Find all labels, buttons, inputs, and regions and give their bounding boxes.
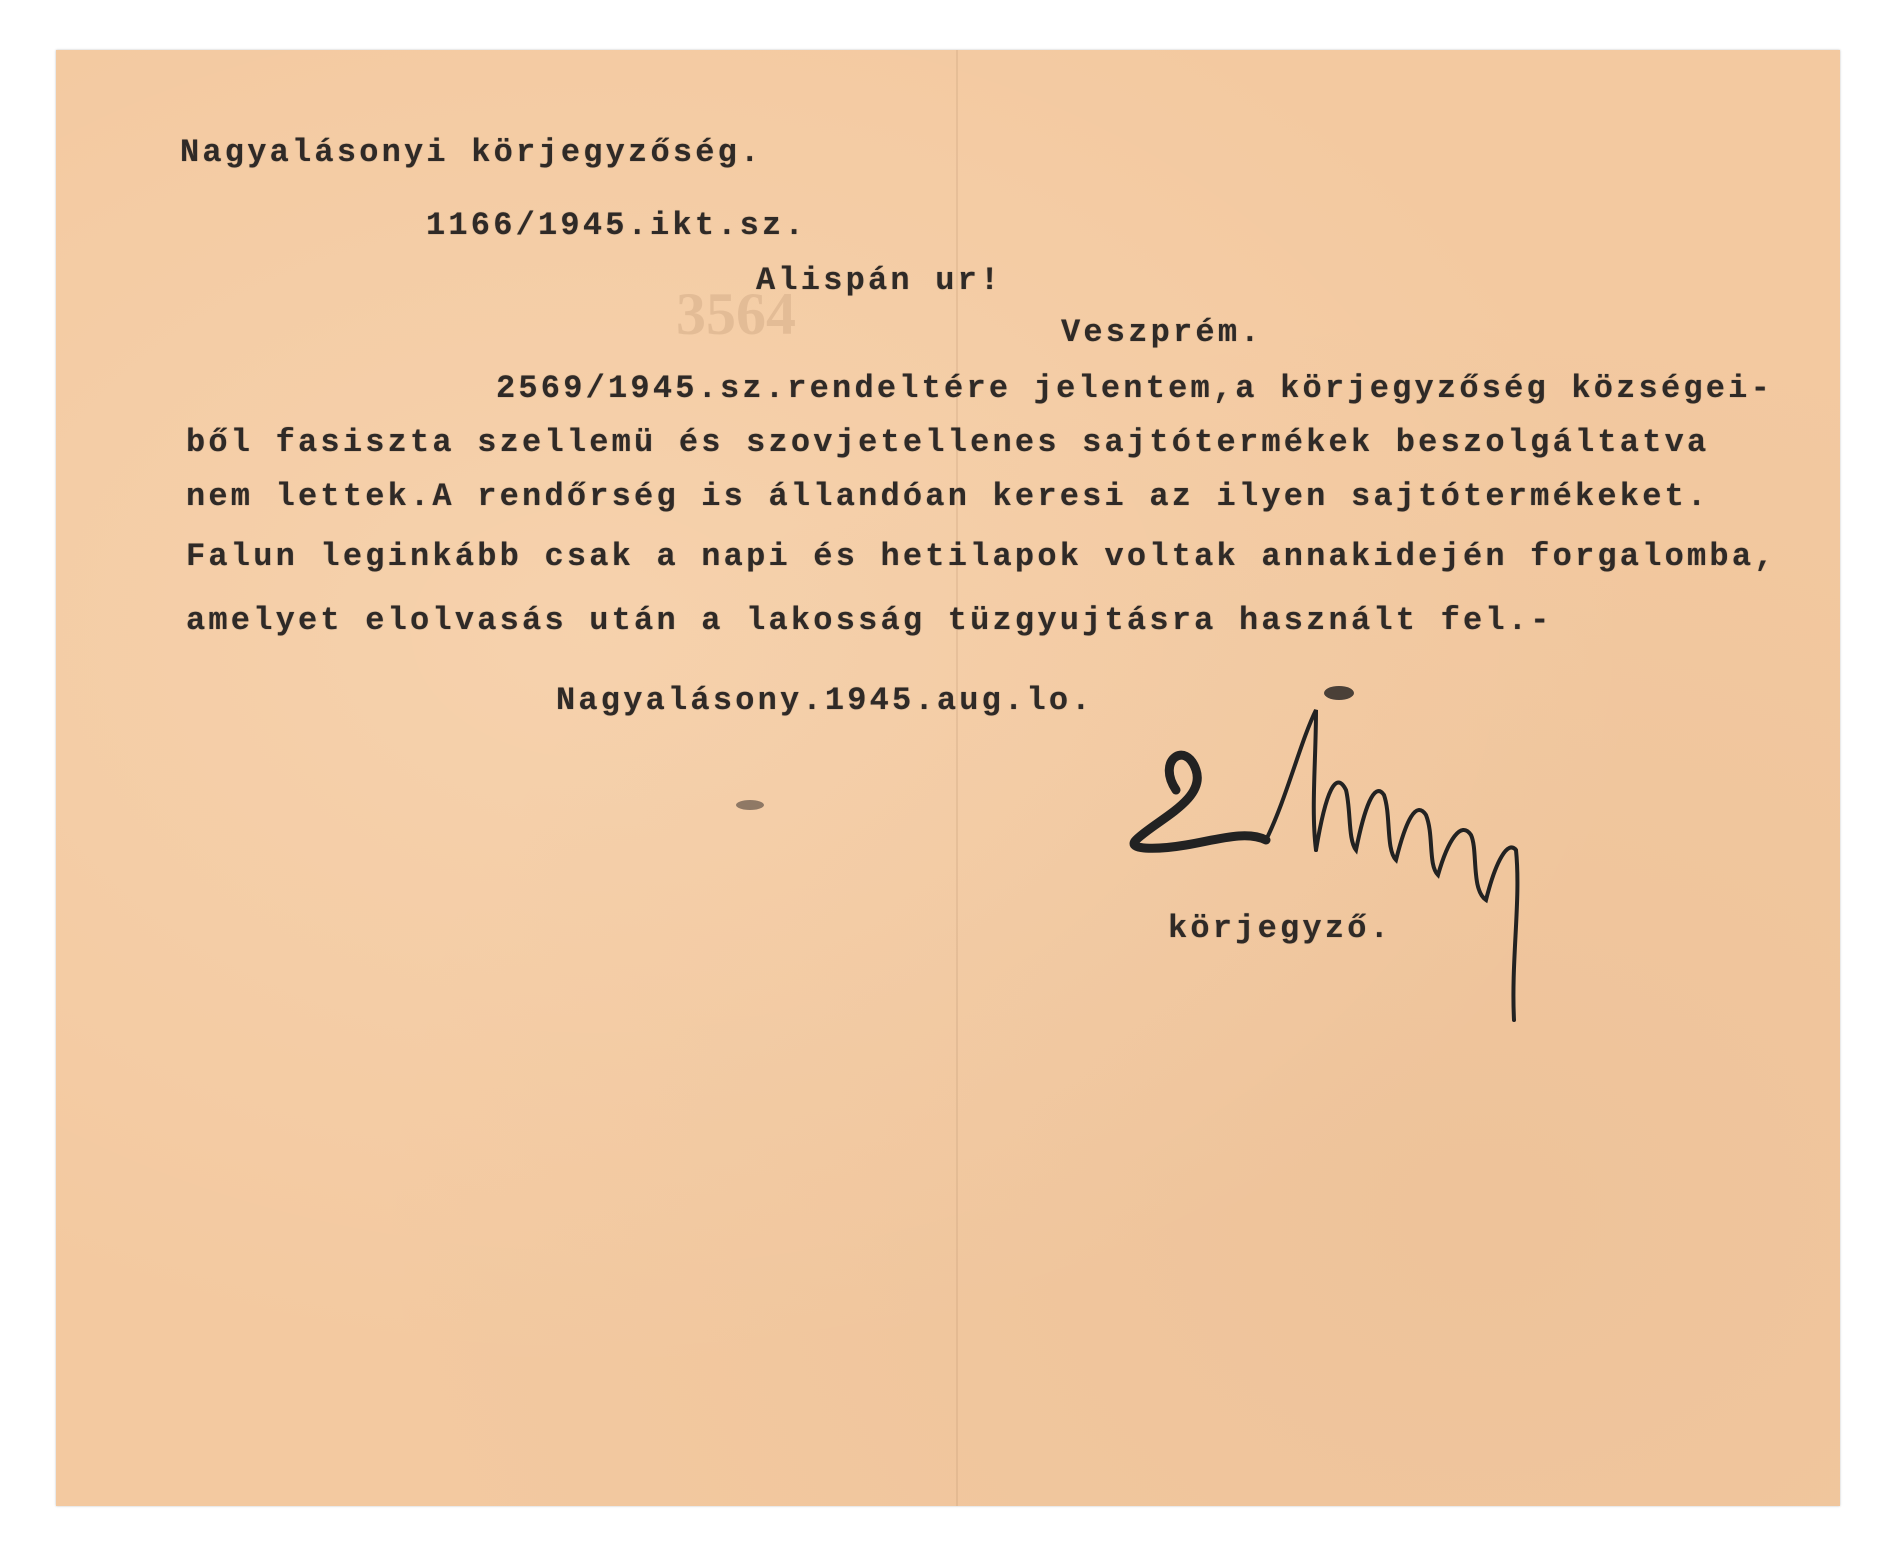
file-number: 1166/1945.ikt.sz. <box>426 207 807 244</box>
ink-blot <box>736 800 764 810</box>
date-line: Nagyalásony.1945.aug.lo. <box>556 682 1094 719</box>
paper-sheet <box>56 50 1840 1506</box>
ink-blot <box>1324 686 1354 700</box>
body-line: Falun leginkább csak a napi és hetilapok voltak annakidején forgalomba, <box>186 538 1777 575</box>
body-line: amelyet elolvasás után a lakosság tüzgyujtásra használt fel.- <box>186 602 1553 639</box>
body-line: nem lettek.A rendőrség is állandóan keresi az ilyen sajtótermékeket. <box>186 478 1710 515</box>
place: Veszprém. <box>1061 314 1263 351</box>
faint-bleed-mark: 3564 <box>676 281 796 347</box>
body-line: 2569/1945.sz.rendeltére jelentem,a körjegyzőség községei- <box>496 370 1773 407</box>
signer-title: körjegyző. <box>1168 910 1393 947</box>
salutation: Alispán ur! <box>756 262 1003 299</box>
body-line: ből fasiszta szellemü és szovjetellenes sajtótermékek beszolgáltatva <box>186 424 1710 461</box>
office-heading: Nagyalásonyi körjegyzőség. <box>180 134 763 171</box>
signature-mark <box>1116 700 1596 1030</box>
